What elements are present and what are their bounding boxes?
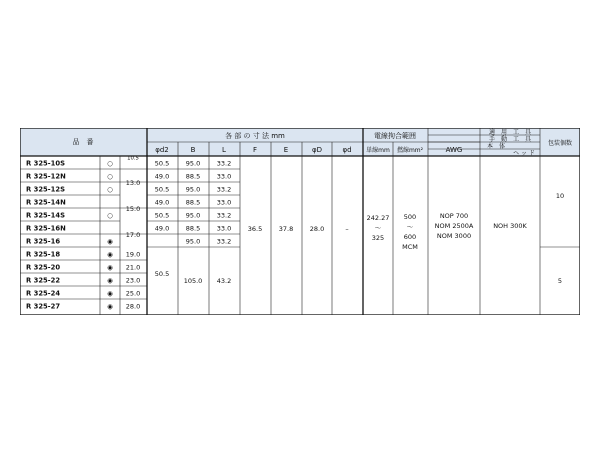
- header-dimensions: 各 部 の 寸 法 mm: [225, 132, 285, 140]
- header-manual-tools: 手 動 工 具: [488, 136, 532, 143]
- body-tool: NOH 300K: [493, 222, 527, 230]
- t-value: 21.0: [125, 263, 141, 272]
- filled-circle-icon: ◉: [107, 250, 113, 259]
- t-value: 17.0: [125, 231, 141, 239]
- l-value: 33.2: [216, 211, 232, 220]
- header-wire-range: 電線拘合範囲: [374, 132, 416, 140]
- model-name: R 325-14N: [26, 198, 66, 207]
- dimension-rows: [155, 160, 231, 286]
- l-value: 33.0: [216, 224, 232, 233]
- l-large-value: 43.2: [216, 277, 232, 285]
- model-name: R 325-14S: [26, 211, 65, 220]
- model-name: R 325-12S: [26, 185, 65, 194]
- single-wire-top: 242.27: [366, 214, 390, 222]
- phi-D-value: 28.0: [309, 225, 325, 233]
- row-lines: [20, 169, 580, 299]
- stranded-wire-tilde: 〜: [406, 223, 414, 231]
- spec-table-grid: [20, 128, 580, 315]
- awg-tool-3: NOM 3000: [436, 232, 472, 240]
- t-value: 28.0: [125, 302, 141, 311]
- model-name: R 325-27: [26, 302, 61, 311]
- header-part-no: 品 番: [72, 138, 94, 146]
- header-l: L: [222, 146, 226, 154]
- model-name: R 325-24: [26, 289, 61, 298]
- e-value: 37.8: [278, 225, 294, 233]
- single-wire-bottom: 325: [371, 234, 385, 242]
- model-name: R 325-10S: [26, 159, 65, 168]
- filled-circle-icon: ◉: [107, 302, 113, 311]
- header-body-head-1: 本 体: [486, 143, 506, 150]
- d2-value: 50.5: [154, 159, 170, 168]
- b-large-value: 105.0: [183, 277, 203, 285]
- header-b: B: [190, 146, 196, 154]
- b-value: 95.0: [185, 237, 201, 246]
- stranded-wire-bottom: MCM: [402, 243, 418, 251]
- b-value: 88.5: [185, 172, 201, 181]
- l-value: 33.2: [216, 237, 232, 246]
- t-value: 25.0: [125, 289, 141, 298]
- filled-circle-icon: ◉: [107, 289, 113, 298]
- l-value: 33.0: [216, 198, 232, 207]
- t-value: 15.0: [125, 205, 141, 213]
- header-phi-d: φd: [342, 146, 352, 154]
- b-value: 95.0: [185, 159, 201, 168]
- model-name: R 325-20: [26, 263, 61, 272]
- pack-qty-top: 10: [555, 192, 565, 200]
- open-circle-icon: ○: [107, 185, 113, 194]
- t-value: 10.5: [127, 155, 139, 162]
- l-value: 33.2: [216, 159, 232, 168]
- model-name: R 325-16N: [26, 224, 66, 233]
- l-value: 33.0: [216, 172, 232, 181]
- t-column: [126, 156, 140, 311]
- pack-qty-bottom: 5: [557, 277, 563, 285]
- header-pack-qty: 包装個数: [547, 140, 573, 147]
- open-circle-icon: ○: [107, 172, 113, 181]
- t-value: 13.0: [125, 179, 141, 187]
- header-awg: AWG: [445, 146, 463, 154]
- model-name: R 325-16: [26, 237, 61, 246]
- stranded-wire-top: 500: [403, 213, 417, 221]
- model-name: R 325-18: [26, 250, 61, 259]
- b-value: 95.0: [185, 211, 201, 220]
- d2-value: 49.0: [154, 172, 170, 181]
- phi-d-value: –: [345, 225, 349, 233]
- d2-value: 49.0: [154, 198, 170, 207]
- header-head: ヘ ッ ド: [513, 150, 535, 157]
- merged-values: [248, 192, 564, 285]
- header-e: E: [283, 146, 289, 154]
- t-value: 19.0: [125, 250, 141, 259]
- f-value: 36.5: [247, 225, 263, 233]
- t-value: 23.0: [125, 276, 141, 285]
- filled-circle-icon: ◉: [107, 263, 113, 272]
- b-value: 88.5: [185, 198, 201, 207]
- stranded-wire-mid: 600: [403, 233, 417, 241]
- d2-value: 49.0: [154, 224, 170, 233]
- awg-tool-2: NOM 2500A: [434, 222, 474, 230]
- header-phi-d2: φd2: [155, 146, 169, 154]
- d2-value: 50.5: [154, 185, 170, 194]
- header-stranded-wire: 撚線mm²: [396, 147, 424, 154]
- b-value: 95.0: [185, 185, 201, 194]
- d2-value: 50.5: [154, 211, 170, 220]
- header-phi-D: φD: [311, 146, 323, 154]
- d2-large-value: 50.5: [154, 270, 170, 278]
- filled-circle-icon: ◉: [107, 237, 113, 246]
- header-f: F: [252, 146, 258, 154]
- header-single-wire: 単線mm: [366, 147, 390, 154]
- filled-circle-icon: ◉: [107, 276, 113, 285]
- single-wire-tilde: 〜: [374, 224, 382, 232]
- l-value: 33.2: [216, 185, 232, 194]
- model-name: R 325-22: [26, 276, 61, 285]
- b-value: 88.5: [185, 224, 201, 233]
- header-applicable-tools: 適 用 工 具: [488, 129, 532, 136]
- spec-table: [20, 128, 580, 315]
- open-circle-icon: ○: [107, 211, 113, 220]
- awg-tool-1: NOP 700: [439, 212, 469, 220]
- model-name: R 325-12N: [26, 172, 66, 181]
- open-circle-icon: ○: [107, 159, 113, 168]
